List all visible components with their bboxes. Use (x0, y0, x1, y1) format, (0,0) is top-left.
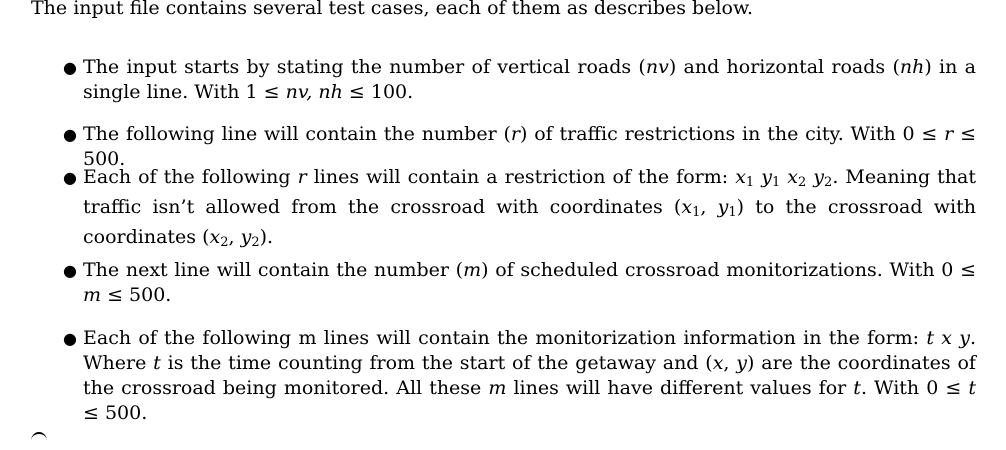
list-item: ● The next line will contain the number (m) of scheduled crossroad monitorizations. With 0 ≤ m ≤ 500. (63, 259, 976, 306)
bullet-icon: ● (63, 168, 77, 187)
intro-paragraph: The input file contains several test cases, each of them as describes below. (31, 0, 754, 19)
bullet-icon: ● (63, 58, 77, 77)
bullet-icon: ● (63, 125, 77, 144)
list-item: ● Each of the following m lines will contain the monitorization information in the form: t x y. Where t is the time counting from the start of the getaway and (x, y) are the coordinates of the crossroad being monitored. All these m lines will have different values for t. With 0 ≤ t ≤ 500. (63, 327, 977, 424)
list-item: ● The input starts by stating the number of vertical roads (nv) and horizontal roads (nh) in a single line. With 1 ≤ nv, nh ≤ 100. (63, 56, 976, 103)
list-item: ● Each of the following r lines will contain a restriction of the form: $x_1$ $y_1$ $x_2$ $y_2$. Meaning that traffic isn’t allowed from the crossroad with coordinates ($x_1$, $y_1$) to the crossroad with coordinates ($x_2$, $y_2$). (63, 166, 976, 250)
bullet-icon: ● (63, 329, 77, 348)
list-item: ● The following line will contain the number (r) of traffic restrictions in the city. With 0 ≤ r ≤ 500. (63, 123, 976, 170)
bullet-icon: ● (63, 261, 77, 280)
next-paragraph-glyph (31, 432, 47, 450)
